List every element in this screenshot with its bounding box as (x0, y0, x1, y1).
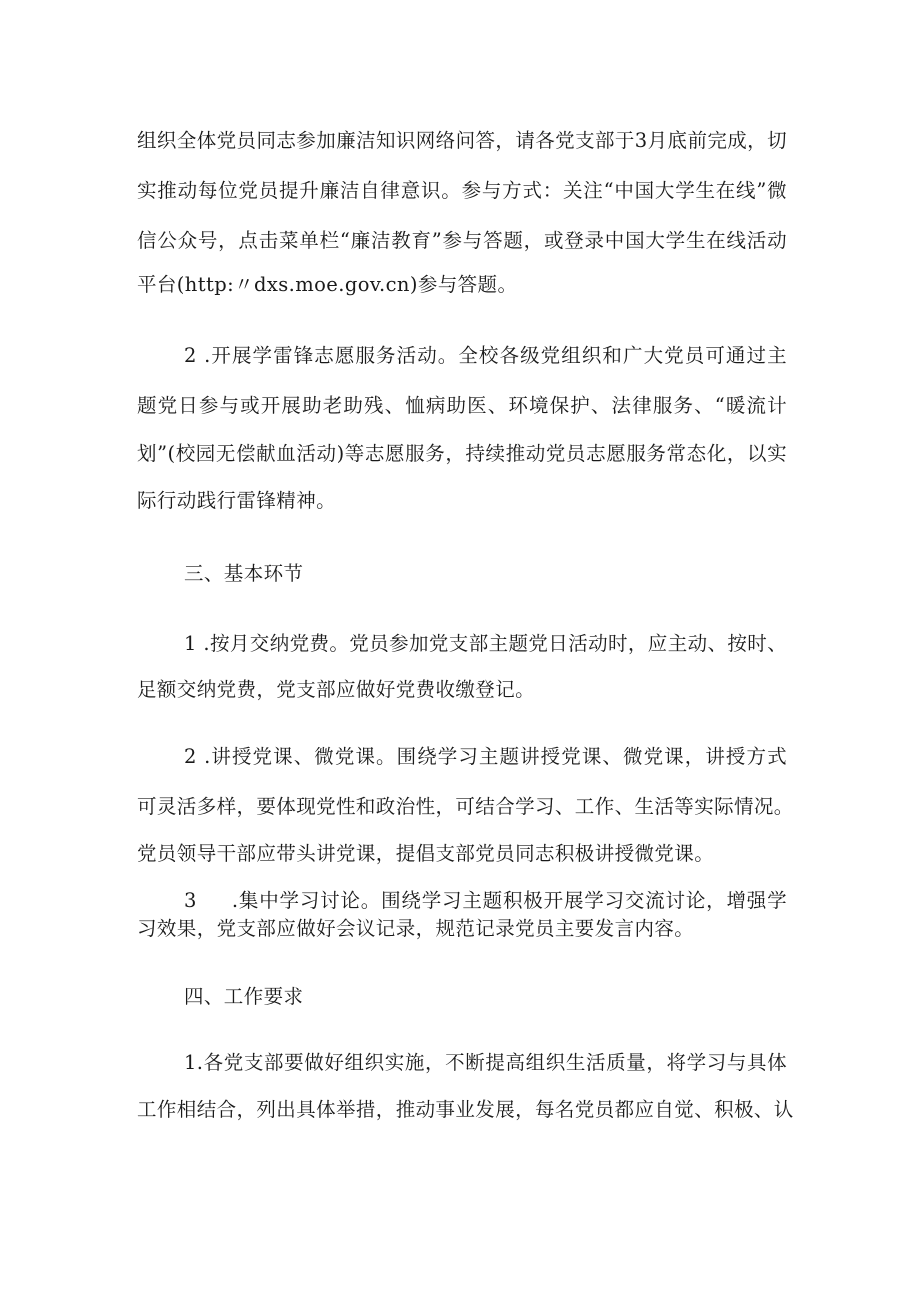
paragraph-line: 足额交纳党费，党支部应做好党费收缴登记。 (137, 678, 536, 701)
section-heading: 四、工作要求 (184, 985, 304, 1008)
paragraph-line: 实推动每位党员提升廉洁自律意识。参与方式：关注“中国大学生在线”微 (137, 179, 787, 202)
paragraph-line: 平台(http:〃dxs.moe.gov.cn)参与答题。 (137, 273, 518, 296)
paragraph-line: 党员领导干部应带头讲党课，提倡支部党员同志积极讲授微党课。 (137, 842, 715, 865)
paragraph-line: 题党日参与或开展助老助残、恤病助医、环境保护、法律服务、“暖流计 (137, 394, 787, 417)
paragraph-line: 3 .集中学习讨论。围绕学习主题积极开展学习交流讨论，增强学 (184, 889, 787, 912)
paragraph-line: 信公众号，点击菜单栏“廉洁教育”参与答题，或登录中国大学生在线活动 (137, 229, 787, 252)
paragraph-line: 工作相结合，列出具体举措，推动事业发展，每名党员都应自觉、积极、认 (137, 1098, 794, 1121)
paragraph-line: 际行动践行雷锋精神。 (137, 489, 337, 512)
paragraph-line: 1 .按月交纳党费。党员参加党支部主题党日活动时，应主动、按时、 (184, 632, 788, 655)
paragraph-line: 习效果，党支部应做好会议记录，规范记录党员主要发言内容。 (137, 917, 695, 940)
paragraph-line: 可灵活多样，要体现党性和政治性，可结合学习、工作、生活等实际情况。 (137, 795, 794, 818)
paragraph-line: 组织全体党员同志参加廉洁知识网络问答，请各党支部于3月底前完成，切 (137, 129, 787, 152)
section-heading: 三、基本环节 (184, 562, 304, 585)
paragraph-line: 2 .开展学雷锋志愿服务活动。全校各级党组织和广大党员可通过主 (184, 344, 787, 367)
paragraph-line: 1.各党支部要做好组织实施，不断提高组织生活质量，将学习与具体 (184, 1051, 787, 1074)
paragraph-line: 划”(校园无偿献血活动)等志愿服务，持续推动党员志愿服务常态化，以实 (137, 442, 787, 465)
paragraph-line: 2 .讲授党课、微党课。围绕学习主题讲授党课、微党课，讲授方式 (184, 745, 787, 768)
